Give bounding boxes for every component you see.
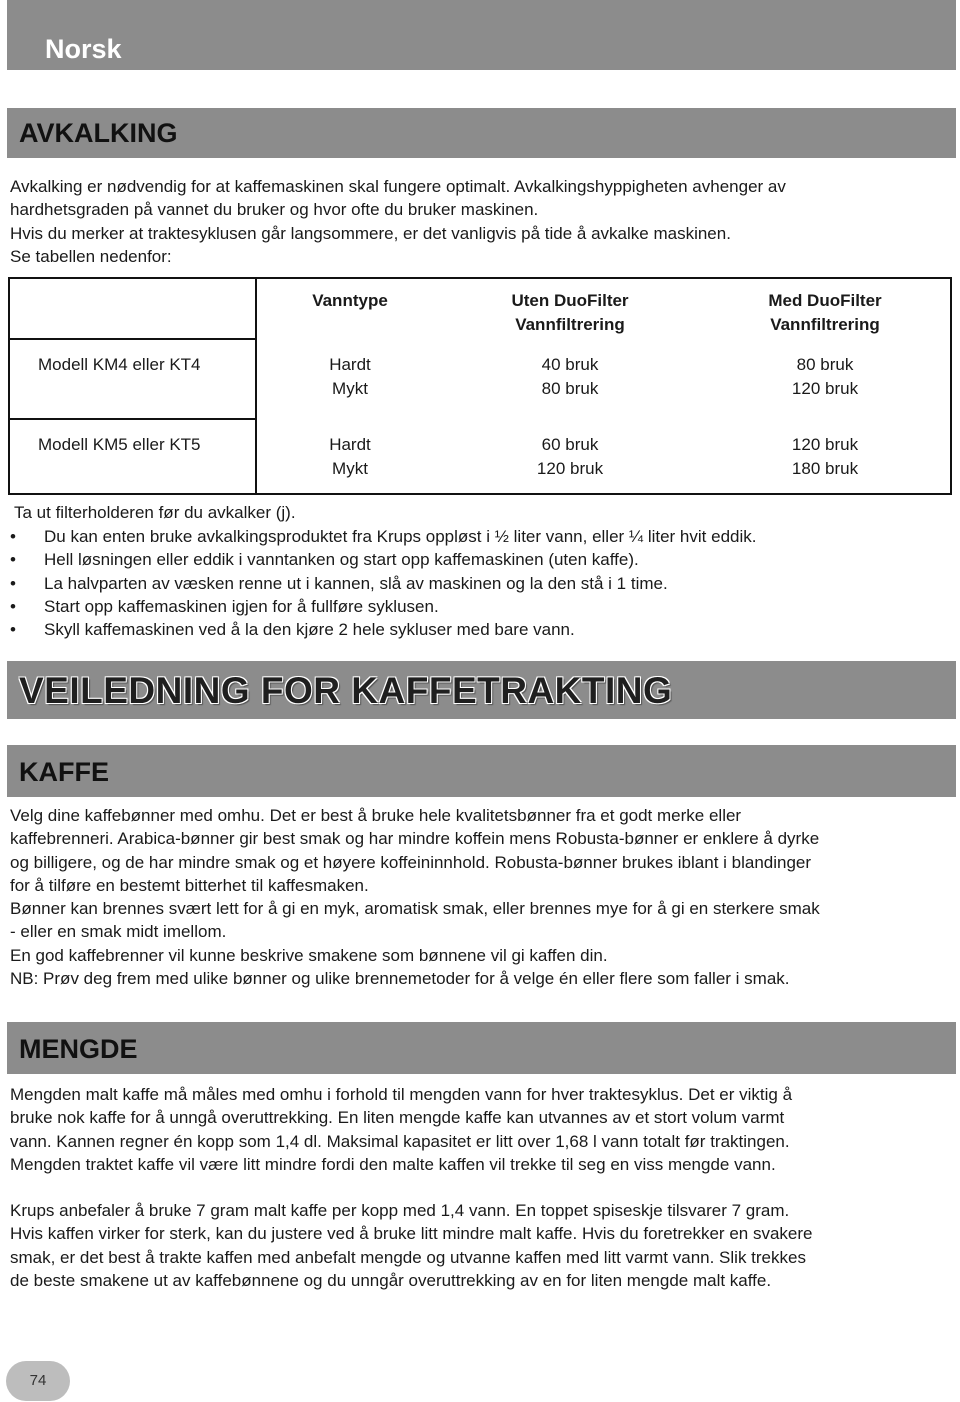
language-label: Norsk <box>45 34 122 64</box>
table-cell: 120 bruk <box>536 458 604 478</box>
descaling-steps-list <box>10 525 756 641</box>
list-item <box>10 595 756 618</box>
section-title-avkalking: AVKALKING <box>19 118 178 148</box>
header-med-line1: Med DuoFilter <box>768 291 882 310</box>
text-line: bruke nok kaffe for å unngå overuttrekking. En liten mengde kaffe kan utvannes av et stort volum varmt <box>10 1108 785 1128</box>
text-line: En god kaffebrenner vil kunne beskrive smakene som bønnene vil gi kaffen din. <box>10 945 608 965</box>
section-bar-avkalking <box>7 108 956 158</box>
header-med-line2: Vannfiltrering <box>770 314 880 334</box>
table-cell: Mykt <box>332 378 368 398</box>
step-text: Hell løsningen eller eddik i vanntanken og start opp kaffemaskinen (uten kaffe). <box>44 550 639 570</box>
language-header-bar <box>7 0 956 70</box>
row-water-type <box>290 433 410 480</box>
table-cell: 80 bruk <box>796 355 854 374</box>
table-cell: 120 bruk <box>791 435 859 454</box>
step-text: Du kan enten bruke avkalkingsproduktet fra Krups oppløst i ½ liter vann, eller ¼ liter hvit eddik. <box>44 527 757 546</box>
list-item <box>10 572 756 595</box>
text-line: NB: Prøv deg frem med ulike bønner og ulike brennemetoder for å velge én eller flere som faller i smak. <box>10 969 790 989</box>
table-cell: 60 bruk <box>541 435 599 454</box>
filter-holder-note: Ta ut filterholderen før du avkalker (j). <box>14 503 296 522</box>
row-med-values <box>765 353 885 400</box>
text-line: Avkalking er nødvendig for at kaffemaskinen skal fungere optimalt. Avkalkingshyppigheten avhenger av <box>10 177 786 196</box>
text-line: - eller en smak midt imellom. <box>10 922 227 942</box>
text-line: Bønner kan brennes svært lett for å gi en myk, aromatisk smak, eller brennes mye for å gi en sterkere smak <box>10 899 820 919</box>
header-vanntype: Vanntype <box>312 291 388 310</box>
bullet-icon: • <box>10 550 16 570</box>
text-line: Hvis du merker at traktesyklusen går langsommere, er det vanligvis på tide å avkalke maskinen. <box>10 223 731 243</box>
text-line: Hvis kaffen virker for sterk, kan du justere ved å bruke litt mindre malt kaffe. Hvis du foretrekker en svakere <box>10 1224 813 1244</box>
table-cell: Hardt <box>329 355 371 374</box>
row-model-km5: Modell KM5 eller KT5 <box>38 435 201 454</box>
text-line: Mengden traktet kaffe vil være litt mindre fordi den malte kaffen vil trekke til seg en viss mengde vann. <box>10 1154 776 1174</box>
table-cell: 180 bruk <box>791 458 859 478</box>
text-line: Krups anbefaler å bruke 7 gram malt kaffe per kopp med 1,4 vann. En toppet spiseskje tilsvarer 7 gram. <box>10 1201 790 1220</box>
mengde-paragraph-2 <box>10 1199 950 1292</box>
text-line: kaffebrenneri. Arabica-bønner gir best smak og har mindre koffein mens Robusta-bønner er enklere å dyrke <box>10 829 820 849</box>
text-line: Velg dine kaffebønner med omhu. Det er best å bruke hele kvalitetsbønner fra et godt merke eller <box>10 806 742 825</box>
chapter-bar-veiledning <box>7 661 956 719</box>
table-cell: Mykt <box>332 458 368 478</box>
row-water-type <box>290 353 410 400</box>
avkalking-intro <box>10 175 950 268</box>
section-title-mengde: MENGDE <box>19 1034 138 1064</box>
section-title-kaffe: KAFFE <box>19 757 109 787</box>
row-uten-values <box>510 433 630 480</box>
bullet-icon: • <box>10 596 16 616</box>
table-cell: 40 bruk <box>541 355 599 374</box>
table-row-divider <box>10 418 256 420</box>
text-line: de beste smakene ut av kaffebønnene og du unngår overuttrekking av en for liten mengde malt kaffe. <box>10 1270 772 1290</box>
row-uten-values <box>510 353 630 400</box>
header-uten-duofilter <box>480 289 660 336</box>
section-bar-kaffe <box>7 745 956 797</box>
step-text: Skyll kaffemaskinen ved å la den kjøre 2 hele sykluser med bare vann. <box>44 620 575 640</box>
step-text: La halvparten av væsken renne ut i kannen, slå av maskinen og la den stå i 1 time. <box>44 573 668 593</box>
list-item <box>10 525 756 548</box>
chapter-title: VEILEDNING FOR KAFFETRAKTING <box>19 670 673 711</box>
text-line: Mengden malt kaffe må måles med omhu i forhold til mengden vann for hver traktesyklus. Det er viktig å <box>10 1085 793 1104</box>
list-item <box>10 618 756 641</box>
text-line: smak, er det best å trakte kaffen med anbefalt mengde og utvanne kaffen med litt varmt vann. Slik trekkes <box>10 1247 806 1267</box>
text-line: og billigere, og de har mindre smak og et høyere koffeininnhold. Robusta-bønner brukes iblant i blandinger <box>10 852 812 872</box>
bullet-icon: • <box>10 573 16 593</box>
header-uten-line2: Vannfiltrering <box>515 314 625 334</box>
table-row-divider <box>10 338 256 340</box>
step-text: Start opp kaffemaskinen igjen for å fullføre syklusen. <box>44 596 439 616</box>
list-item <box>10 548 756 571</box>
header-uten-line1: Uten DuoFilter <box>511 291 629 310</box>
text-line: vann. Kannen regner én kopp som 1,4 dl. Maksimal kapasitet er litt over 1,68 l vann totalt før traktingen. <box>10 1131 790 1151</box>
row-med-values <box>765 433 885 480</box>
text-line: hardhetsgraden på vannet du bruker og hvor ofte du bruker maskinen. <box>10 200 539 220</box>
kaffe-text <box>10 804 950 990</box>
table-cell: Hardt <box>329 435 371 454</box>
text-line: Se tabellen nedenfor: <box>10 246 172 266</box>
bullet-icon: • <box>10 527 16 546</box>
header-med-duofilter <box>730 289 920 336</box>
bullet-icon: • <box>10 620 16 640</box>
page-number-badge: 74 <box>6 1361 70 1401</box>
section-bar-mengde <box>7 1022 956 1074</box>
table-column-divider <box>255 279 257 493</box>
text-line: for å tilføre en bestemt bitterhet til kaffesmaken. <box>10 875 369 895</box>
table-cell: 120 bruk <box>791 378 859 398</box>
row-model-km4: Modell KM4 eller KT4 <box>38 355 201 374</box>
mengde-paragraph-1 <box>10 1083 950 1176</box>
descaling-table <box>8 277 952 495</box>
table-cell: 80 bruk <box>541 378 599 398</box>
